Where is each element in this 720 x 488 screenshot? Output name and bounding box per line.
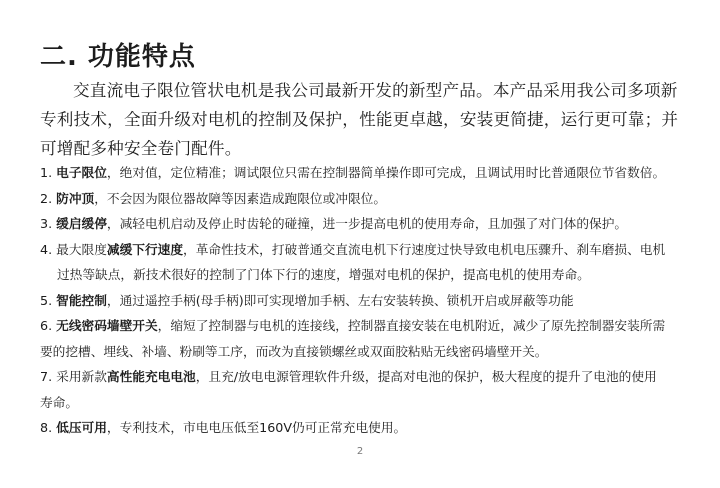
feature-item-4 <box>40 237 690 262</box>
feature-keyword: 减缓下行速度 <box>106 242 184 257</box>
feature-text: ，不会因为限位器故障等因素造成跑限位或冲限位。 <box>94 191 387 206</box>
feature-number: 6. <box>40 318 53 333</box>
feature-keyword: 防冲顶 <box>56 191 95 206</box>
section-title: 二. 功能特点 <box>40 42 196 72</box>
feature-number: 3. <box>40 216 53 231</box>
feature-keyword: 无线密码墙壁开关 <box>56 318 158 333</box>
feature-keyword: 智能控制 <box>56 293 107 308</box>
feature-item-1 <box>40 160 690 185</box>
feature-number: 4. <box>40 242 53 257</box>
feature-item-6-continuation: 要的挖槽、埋线、补墙、粉刷等工序，而改为直接锁螺丝或双面胶粘贴无线密码墙壁开关。 <box>40 344 548 359</box>
feature-keyword: 电子限位 <box>56 165 107 180</box>
feature-item-3 <box>40 211 690 236</box>
intro-paragraph: 交直流电子限位管状电机是我公司最新开发的新型产品。本产品采用我公司多项新专利技术，全面升级对电机的控制及保护，性能更卓越，安装更简捷，运行更可靠；并可增配多种安全卷门配件。 <box>40 81 679 158</box>
feature-item-7-continuation: 寿命。 <box>40 395 79 410</box>
feature-number: 8. <box>40 420 53 435</box>
feature-item-6 <box>40 313 690 338</box>
feature-item-4-continuation: 过热等缺点，新技术很好的控制了门体下行的速度，增强对电机的保护，提高电机的使用寿命。 <box>57 267 590 282</box>
page-number: 2 <box>356 446 364 457</box>
feature-text: ，专利技术，市电电压低至160V仍可正常充电使用。 <box>106 420 407 435</box>
feature-prefix: 最大限度 <box>56 242 107 257</box>
feature-item-5 <box>40 288 690 313</box>
feature-number: 7. <box>40 369 53 384</box>
feature-text: ，减轻电机启动及停止时齿轮的碰撞，进一步提高电机的使用寿命，且加强了对门体的保护。 <box>106 216 628 231</box>
feature-number: 5. <box>40 293 53 308</box>
feature-text: ，绝对值，定位精准；调试限位只需在控制器简单操作即可完成，且调试用时比普通限位节省数倍。 <box>106 165 666 180</box>
feature-item-7 <box>40 364 690 389</box>
feature-item-8 <box>40 415 690 440</box>
feature-text: ，通过遥控手柄(母手柄)即可实现增加手柄、左右安装转换、锁机开启或屏蔽等功能 <box>106 293 574 308</box>
feature-keyword: 低压可用 <box>56 420 107 435</box>
feature-text: ，缩短了控制器与电机的连接线，控制器直接安装在电机附近，减少了原先控制器安装所需 <box>157 318 666 333</box>
feature-text: ，革命性技术，打破普通交直流电机下行速度过快导致电机电压骤升、刹车磨损、电机 <box>183 242 666 257</box>
feature-keyword: 高性能充电电池 <box>106 369 196 384</box>
feature-keyword: 缓启缓停 <box>56 216 107 231</box>
feature-number: 1. <box>40 165 53 180</box>
feature-text: ，且充/放电电源管理软件升级，提高对电池的保护，极大程度的提升了电池的使用 <box>195 369 657 384</box>
feature-number: 2. <box>40 191 53 206</box>
feature-item-2 <box>40 186 690 211</box>
feature-prefix: 采用新款 <box>56 369 107 384</box>
